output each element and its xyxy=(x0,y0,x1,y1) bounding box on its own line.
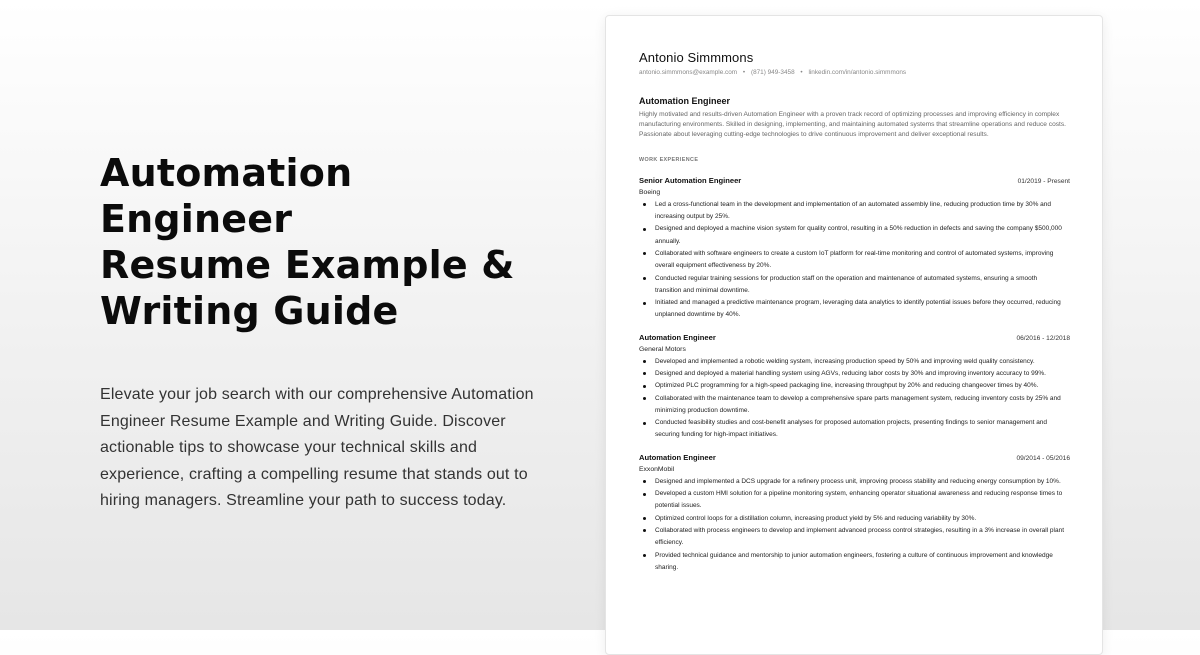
job-title: Automation Engineer xyxy=(639,332,716,342)
job-bullet: Conducted regular training sessions for production staff on the operation and maintenance of automated systems, ensuring a smooth transition and minimal downtime. xyxy=(639,273,1070,298)
job-title: Senior Automation Engineer xyxy=(639,175,742,185)
job-title: Automation Engineer xyxy=(639,452,716,462)
job-dates: 06/2016 - 12/2018 xyxy=(1016,334,1070,342)
job-dates: 09/2014 - 05/2016 xyxy=(1016,454,1070,462)
job-entry xyxy=(639,176,1070,322)
hero-section xyxy=(100,150,550,515)
job-header xyxy=(639,333,1070,344)
contact-separator: • xyxy=(742,69,746,76)
job-company: Boeing xyxy=(639,188,661,196)
title-line: Writing Guide xyxy=(100,289,399,333)
page-title xyxy=(100,150,550,334)
job-company: General Motors xyxy=(639,345,686,353)
resume-summary: Highly motivated and results-driven Automation Engineer with a proven track record of optimizing processes and improving efficiency in complex manufacturing environments. Skilled in designing, implementing, and maintaining automated systems that streamline operations and reduce costs. Passionate about leveraging cutting-edge technologies to drive continuous improvement and deliver exceptional results. xyxy=(639,111,1066,138)
resume-name: Antonio Simmmons xyxy=(639,50,754,65)
job-bullets xyxy=(639,476,1070,574)
contact-email: antonio.simmmons@example.com xyxy=(639,69,738,76)
job-header xyxy=(639,176,1070,187)
job-bullet: Initiated and managed a predictive maintenance program, leveraging data analytics to identify potential issues before they occurred, reducing unplanned downtime by 40%. xyxy=(639,297,1070,322)
job-entry xyxy=(639,453,1070,574)
job-bullet: Developed a custom HMI solution for a pipeline monitoring system, enhancing operator situational awareness and reducing response times to potential issues. xyxy=(639,488,1070,513)
job-entry xyxy=(639,333,1070,442)
contact-phone: (871) 949-3458 xyxy=(750,69,795,76)
job-bullets xyxy=(639,199,1070,322)
job-company: ExxonMobil xyxy=(639,465,675,473)
job-bullets xyxy=(639,356,1070,442)
job-bullet: Designed and deployed a material handling system using AGVs, reducing labor costs by 30% and improving inventory accuracy to 99%. xyxy=(639,368,1070,380)
job-bullet: Optimized PLC programming for a high-speed packaging line, increasing throughput by 20% and reducing changeover times by 40%. xyxy=(639,380,1070,392)
resume-headline: Automation Engineer xyxy=(639,96,731,106)
title-line: Resume Example & xyxy=(100,243,515,287)
job-bullet: Led a cross-functional team in the development and implementation of an automated assembly line, reducing production time by 30% and increasing output by 25%. xyxy=(639,199,1070,224)
job-dates: 01/2019 - Present xyxy=(1017,177,1070,185)
resume-contact xyxy=(639,68,1070,77)
title-line: Automation Engineer xyxy=(100,151,353,241)
job-header xyxy=(639,453,1070,464)
resume-preview xyxy=(605,15,1103,655)
job-bullet: Optimized control loops for a distillation column, increasing product yield by 5% and reducing variability by 30%. xyxy=(639,513,1070,525)
job-bullet: Designed and deployed a machine vision system for quality control, resulting in a 50% reduction in defects and saving the company $500,000 annually. xyxy=(639,223,1070,248)
section-heading-work-experience: WORK EXPERIENCE xyxy=(639,156,699,163)
job-bullet: Collaborated with software engineers to create a custom IoT platform for real-time monitoring and control of automated systems, improving overall equipment effectiveness by 20%. xyxy=(639,248,1070,273)
job-bullet: Provided technical guidance and mentorship to junior automation engineers, fostering a culture of continuous improvement and knowledge sharing. xyxy=(639,550,1070,575)
page-description: Elevate your job search with our comprehensive Automation Engineer Resume Example and Writing Guide. Discover actionable tips to showcase your technical skills and experience, crafting a compelling resume that stands out to hiring managers. Streamline your path to success today. xyxy=(100,386,534,510)
job-bullet: Conducted feasibility studies and cost-benefit analyses for proposed automation projects, presenting findings to senior management and securing funding for high-impact initiatives. xyxy=(639,417,1070,442)
contact-linkedin: linkedin.com/in/antonio.simmmons xyxy=(808,69,907,76)
job-bullet: Collaborated with the maintenance team to develop a comprehensive spare parts management system, reducing inventory costs by 25% and minimizing production downtime. xyxy=(639,393,1070,418)
job-bullet: Developed and implemented a robotic welding system, increasing production speed by 50% and improving weld quality consistency. xyxy=(639,356,1070,368)
contact-separator: • xyxy=(800,69,803,76)
job-bullet: Collaborated with process engineers to develop and implement advanced process control strategies, resulting in a 3% increase in overall plant efficiency. xyxy=(639,525,1070,550)
job-bullet: Designed and implemented a DCS upgrade for a refinery process unit, improving process stability and reducing energy consumption by 10%. xyxy=(639,476,1070,488)
